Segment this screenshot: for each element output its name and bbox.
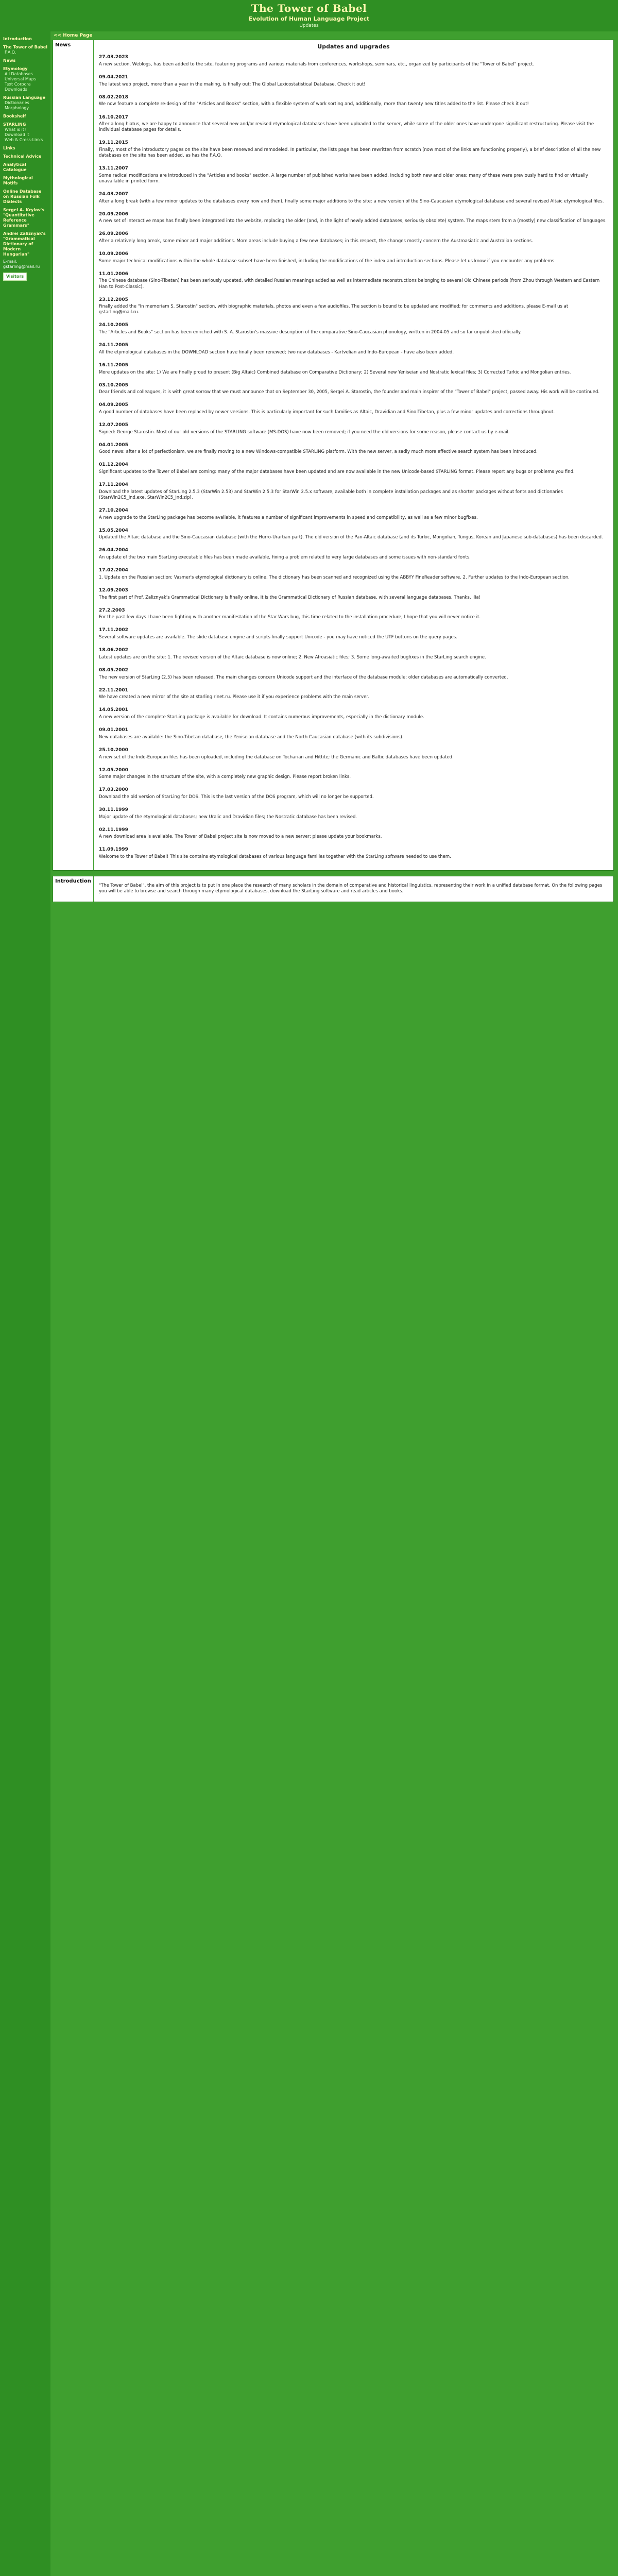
sidebar — [0, 31, 50, 2576]
news-entry — [99, 251, 608, 264]
news-entry-date: 02.11.1999 — [99, 827, 128, 833]
sidebar-section-0[interactable]: Introduction — [3, 37, 32, 41]
sidebar-section-1[interactable]: The Tower of Babel — [3, 45, 47, 49]
news-entry-text: Several software updates are available. The slide database engine and scripts finally support Unicode - you may have noticed the UTF buttons on the query pages. — [99, 635, 457, 640]
news-entry — [99, 422, 608, 435]
news-entry-date: 26.09.2006 — [99, 231, 128, 237]
news-entry-text: A new version of the complete StarLing package is available for download. It contains numerous improvements, especially in the dictionary module. — [99, 715, 424, 720]
sidebar-section-4[interactable]: Russian Language — [3, 95, 46, 100]
news-entry-text: New databases are available: the Sino-Tibetan database, the Yeniseian database and the North Caucasian database (with its subdivisions). — [99, 734, 404, 740]
news-entry-text: A good number of databases have been replaced by newer versions. This is particularly important for such families as Altaic, Dravidian and Sino-Tibetan, plus a few minor updates and corrections throughout. — [99, 409, 555, 415]
news-entry — [99, 482, 608, 501]
news-entry-text: More updates on the site: 1) We are finally proud to present (Big Altaic) Combined database on Comparative Dictionary; 2) Several new Yeniseian and Nostratic lexical files; 3) Corrected Turkic and Mongolian entries. — [99, 369, 571, 375]
news-entry-date: 24.10.2005 — [99, 323, 128, 328]
news-entry — [99, 75, 608, 88]
news-entry-text: Updated the Altaic database and the Sino-Caucasian database (with the Hurro-Urartian part). The old version of the Pan-Altaic database (and its Turkic, Mongolian, Tungus, Korean and Japanese sub-databases) has been discarded. — [99, 535, 603, 540]
news-body — [94, 40, 613, 870]
news-entry-date: 10.09.2006 — [99, 251, 128, 257]
news-entry — [99, 707, 608, 720]
news-entry — [99, 55, 608, 67]
sidebar-section-10[interactable]: Mythological Motifs — [3, 176, 33, 185]
news-entry — [99, 192, 608, 205]
news-entry-date: 03.10.2005 — [99, 382, 128, 388]
sidebar-item[interactable]: What is it? — [5, 127, 27, 132]
news-entry-text: For the past few days I have been fighting with another manifestation of the Star Wars bug, this time related to the installation procedure; I hope that you will never notice it. — [99, 615, 481, 620]
news-entry — [99, 115, 608, 133]
sidebar-section-13[interactable]: Andrei Zaliznyak's "Grammatical Dictionary of Modern Hungarian" — [3, 231, 46, 257]
news-entry-date: 17.11.2004 — [99, 482, 128, 488]
news-entry-date: 22.11.2001 — [99, 687, 128, 693]
sidebar-section-9[interactable]: Analytical Catalogue — [3, 162, 27, 172]
news-entry-text: The "Articles and Books" section has been enriched with S. A. Starostin's massive description of the comparative Sino-Caucasian phonology, written in 2004-05 and so far unpublished officially. — [99, 330, 522, 335]
news-entry-date: 26.04.2004 — [99, 548, 128, 553]
news-entry-date: 16.10.2017 — [99, 114, 128, 120]
news-entry-text: The new version of StarLing (2.5) has been released. The main changes concern Unicode support and the interface of the database module; older databases are automatically converted. — [99, 674, 508, 680]
news-entry — [99, 95, 608, 108]
news-entry-date: 12.09.2003 — [99, 587, 128, 593]
news-label: News — [53, 40, 94, 870]
intro-text: "The Tower of Babel", the aim of this project is to put in one place the research of many scholars in the domain of comparative and historical linguistics, representing their work in a unified database format. On the following pages you will be able to browse and search through many etymological databases, download the StarLing software and read articles and books. — [99, 883, 603, 894]
news-entry — [99, 462, 608, 475]
news-entry-text: A new download area is available. The Tower of Babel project site is now moved to a new server; please update your bookmarks. — [99, 834, 382, 840]
sidebar-section-5[interactable]: Bookshelf — [3, 114, 26, 118]
news-entry — [99, 807, 608, 820]
news-entry-text: After a long break (with a few minor updates to the databases every now and then), finally some major additions to the site: a new version of the Sino-Caucasian etymological database and several revised Altaic etymological files. — [99, 198, 604, 204]
news-entry-date: 17.02.2004 — [99, 568, 128, 573]
news-entry — [99, 402, 608, 415]
email-link[interactable]: gstarling@mail.ru — [3, 264, 40, 269]
news-entry-text: Some major changes in the structure of the site, with a completely new graphic design. Please report broken links. — [99, 774, 351, 780]
news-entry-text: A new set of the Indo-European files has been uploaded, including the database on Tocharian and Hittite; the Germanic and Baltic databases have been updated. — [99, 754, 454, 760]
news-entries — [99, 55, 608, 860]
site-header — [0, 0, 618, 31]
news-entry-text: After a long hiatus, we are happy to announce that several new and/or revised etymological databases have been uploaded to the server, while some of the older ones have undergone significant restructuring. Please visit the individual database pages for details. — [99, 122, 594, 133]
sidebar-item[interactable]: Morphology — [5, 106, 29, 110]
news-entry-date: 01.12.2004 — [99, 462, 128, 468]
news-entry — [99, 568, 608, 581]
main-content — [50, 31, 618, 907]
news-entry-text: Significant updates to the Tower of Babel are coming: many of the major databases have been updated and are now available in the new Unicode-based STARLING format. Please report any bugs or problems you find. — [99, 469, 575, 475]
news-entry-date: 09.01.2001 — [99, 727, 128, 733]
news-entry-date: 15.05.2004 — [99, 528, 128, 533]
news-entry-text: Good news: after a lot of perfectionism, we are finally moving to a new Windows-compatible STARLING platform. With the new server, a sadly much more effective search system has been introduced. — [99, 449, 538, 455]
news-entry-date: 24.03.2007 — [99, 191, 128, 197]
news-entry — [99, 768, 608, 781]
news-entry — [99, 272, 608, 290]
news-entry-text: Download the latest updates of StarLing 2.5.3 (StarWin 2.53) and StarWin 2.5.3 for StarWin 2.5.x software, available both in complete installation packages and as shorter packages without fonts and dictionaries (StarWin2C5_ind.exe, StarWin2C5_ind.zip). — [99, 489, 563, 500]
news-entry — [99, 383, 608, 396]
news-entry-date: 19.11.2015 — [99, 140, 128, 146]
news-entry-date: 11.09.1999 — [99, 847, 128, 853]
intro-label: Introduction — [53, 876, 94, 902]
news-entry-date: 13.11.2007 — [99, 166, 128, 172]
news-entry-date: 14.05.2001 — [99, 707, 128, 713]
news-entry — [99, 668, 608, 681]
sidebar-section-12[interactable]: Sergei A. Krylov's "Quantitative Reference Grammars" — [3, 208, 44, 228]
news-entry-text: Finally, most of the introductory pages on the site have been renewed and remodeled. In particular, the lists page has been rewritten from scratch (now most of the links are functioning properly), a brief description of all the new databases on the site has been added, as has the F.A.Q. — [99, 147, 601, 159]
breadcrumb-home-link[interactable]: << Home Page — [54, 33, 93, 38]
sidebar-item[interactable]: Universal Maps — [5, 77, 36, 81]
news-entry — [99, 343, 608, 355]
news-entry-date: 12.05.2000 — [99, 767, 128, 773]
news-entry-date: 16.11.2005 — [99, 362, 128, 368]
news-entry — [99, 508, 608, 521]
news-entry-text: Some major technical modifications within the whole database subset have been finished, including the modifications of the index and introduction sections. Please let us know if you encounter any problems. — [99, 258, 556, 264]
news-entry-date: 17.11.2002 — [99, 628, 128, 633]
sidebar-item[interactable]: F.A.Q. — [5, 50, 16, 55]
news-entry — [99, 528, 608, 541]
news-entry-text: A new section, Weblogs, has been added to the site, featuring programs and various materials from conferences, workshops, seminars, etc., organized by participants of the "Tower of Babel" project. — [99, 61, 535, 67]
news-entry-date: 08.05.2002 — [99, 667, 128, 673]
news-entry-text: The first part of Prof. Zaliznyak's Grammatical Dictionary is finally online. It is the Grammatical Dictionary of Russian database, with several language databases. Thanks, Ilia! — [99, 595, 481, 600]
news-entry-text: Finally added the "In memoriam S. Starostin" section, with biographic materials, photos and even a few audiofiles. The section is bound to be updated and modified; for comments and additions, please E-mail us at gstarling@mail.ru. — [99, 304, 569, 315]
sidebar-section-8[interactable]: Technical Advice — [3, 154, 42, 159]
news-entry-text: We have created a new mirror of the site at starling.rinet.ru. Please use it if you experience problems with the main server. — [99, 694, 369, 700]
news-entry-date: 04.01.2005 — [99, 442, 128, 448]
page-subtitle: Updates — [299, 23, 319, 28]
news-entry — [99, 212, 608, 225]
news-entry-date: 27.2.2003 — [99, 607, 125, 613]
news-entry-date: 27.10.2004 — [99, 508, 128, 513]
news-entry-text: We now feature a complete re-design of the "Articles and Books" section, with a flexible system of work sorting and, additionally, more than twenty new titles added to the list. Please check it out! — [99, 101, 529, 107]
sidebar-item[interactable]: Text Corpora — [5, 82, 31, 87]
news-entry-text: All the etymological databases in the DOWNLOAD section have finally been renewed; two new databases - Kartvelian and Indo-European - have also been added. — [99, 349, 454, 355]
news-entry — [99, 588, 608, 601]
news-entry-date: 09.04.2021 — [99, 75, 128, 80]
news-entry — [99, 443, 608, 455]
news-entry-text: Download the old version of StarLing for DOS. This is the last version of the DOS program, which will no longer be supported. — [99, 794, 374, 800]
news-entry-date: 17.03.2000 — [99, 787, 128, 793]
news-entry — [99, 688, 608, 701]
site-title: The Tower of Babel — [251, 2, 367, 14]
sidebar-section-6[interactable]: STARLING — [3, 122, 26, 127]
sidebar-item[interactable]: Dictionaries — [5, 100, 29, 105]
news-entry-text: 1. Update on the Russian section; Vasmer's etymological dictionary is online. The dictionary has been scanned and recognized using the ABBYY FineReader software. 2. Further updates to the Indo-European section. — [99, 574, 570, 580]
news-entry-date: 20.09.2006 — [99, 211, 128, 217]
news-entry-date: 08.02.2018 — [99, 94, 128, 100]
news-entry — [99, 166, 608, 184]
news-entry-date: 04.09.2005 — [99, 402, 128, 408]
news-entry-date: 24.11.2005 — [99, 343, 128, 348]
news-entry — [99, 363, 608, 376]
sidebar-item[interactable]: Download it — [5, 132, 29, 137]
news-entry-date: 12.07.2005 — [99, 422, 128, 428]
news-entry-text: Latest updates are on the site: 1. The revised version of the Altaic database is now online; 2. New Afroasiatic files; 3. Some long-awaited bugfixes in the StarLing search engine. — [99, 654, 486, 660]
news-entry-date: 27.03.2023 — [99, 55, 128, 60]
visitor-counter-badge: Visitors — [3, 273, 27, 281]
news-entry — [99, 323, 608, 335]
news-entry-text: Major update of the etymological databases; new Uralic and Dravidian files; the Nostratic database has been revised. — [99, 814, 357, 820]
news-entry — [99, 827, 608, 840]
news-entry — [99, 787, 608, 800]
news-heading: Updates and upgrades — [317, 43, 390, 50]
sidebar-item[interactable]: Web & Cross-Links — [5, 138, 43, 142]
sidebar-section-11[interactable]: Online Database on Russian Folk Dialects — [3, 189, 42, 204]
sidebar-section-3[interactable]: Etymology — [3, 66, 28, 71]
news-entry — [99, 847, 608, 860]
news-entry — [99, 231, 608, 244]
sidebar-item[interactable]: All Databases — [5, 72, 33, 76]
news-entry — [99, 297, 608, 316]
news-entry-text: A new set of interactive maps has finally been integrated into the website, replacing the older (and, in the light of newly added databases, seriously obsolete) system. The maps stem from a (mostly) new classification of languages. — [99, 218, 607, 224]
news-entry — [99, 727, 608, 740]
news-entry-date: 25.10.2000 — [99, 747, 128, 753]
news-entry — [99, 140, 608, 159]
news-entry-text: Some radical modifications are introduced in the "Articles and books" section. A large number of published works have been added, including both new and older ones; many of these were previously hard to find or virtually unavailable in printed form. — [99, 173, 588, 184]
news-panel — [53, 40, 614, 871]
news-entry-date: 30.11.1999 — [99, 807, 128, 813]
news-entry-text: A new upgrade to the StarLing package has become available, it features a number of significant improvements in speed and compatibility, as well as a few minor bugfixes. — [99, 515, 478, 520]
news-entry-date: 23.12.2005 — [99, 297, 128, 302]
sidebar-section-2[interactable]: News — [3, 58, 16, 63]
news-entry-text: Dear friends and colleagues, it is with great sorrow that we must announce that on September 30, 2005, Sergei A. Starostin, the founder and main inspirer of the "Tower of Babel" project, passed away. His work will be continued. — [99, 389, 600, 395]
news-entry-text: The latest web project, more than a year in the making, is finally out: The Global Lexicostatistical Database. Check it out! — [99, 81, 366, 87]
news-entry-text: Welcome to the Tower of Babel! This site contains etymological databases of various language families together with the StarLing software needed to use them. — [99, 854, 451, 860]
site-subtitle: Evolution of Human Language Project — [248, 15, 370, 22]
sidebar-section-7[interactable]: Links — [3, 146, 15, 150]
news-entry-text: The Chinese database (Sino-Tibetan) has been seriously updated, with detailed Russian meanings added as well as intermediate reconstructions belonging to several Old Chinese periods (from Zhou through Western and Eastern Han to Post-Classic). — [99, 278, 600, 290]
sidebar-item[interactable]: Downloads — [5, 87, 27, 92]
news-entry — [99, 608, 608, 621]
news-entry-text: After a relatively long break, some minor and major additions. More areas include buying a few new databases; in this respect, the changes mostly concern the Austroasiatic and Australian sections. — [99, 239, 534, 244]
news-entry-text: Signed: George Starostin. Most of our old versions of the STARLING software (MS-DOS) have now been removed; if you need the old versions for some reason, please contact us by e-mail. — [99, 429, 510, 435]
news-entry — [99, 748, 608, 760]
news-entry — [99, 628, 608, 640]
intro-body — [94, 876, 613, 902]
news-entry-text: An update of the two main StarLing executable files has been made available, fixing a problem related to very large databases and some issues with non-standard fonts. — [99, 555, 471, 561]
news-entry — [99, 548, 608, 561]
news-entry-date: 11.01.2006 — [99, 271, 128, 277]
news-entry-date: 18.06.2002 — [99, 648, 128, 653]
news-entry — [99, 648, 608, 660]
email-label: E-mail: — [3, 259, 18, 264]
intro-panel — [53, 876, 614, 902]
